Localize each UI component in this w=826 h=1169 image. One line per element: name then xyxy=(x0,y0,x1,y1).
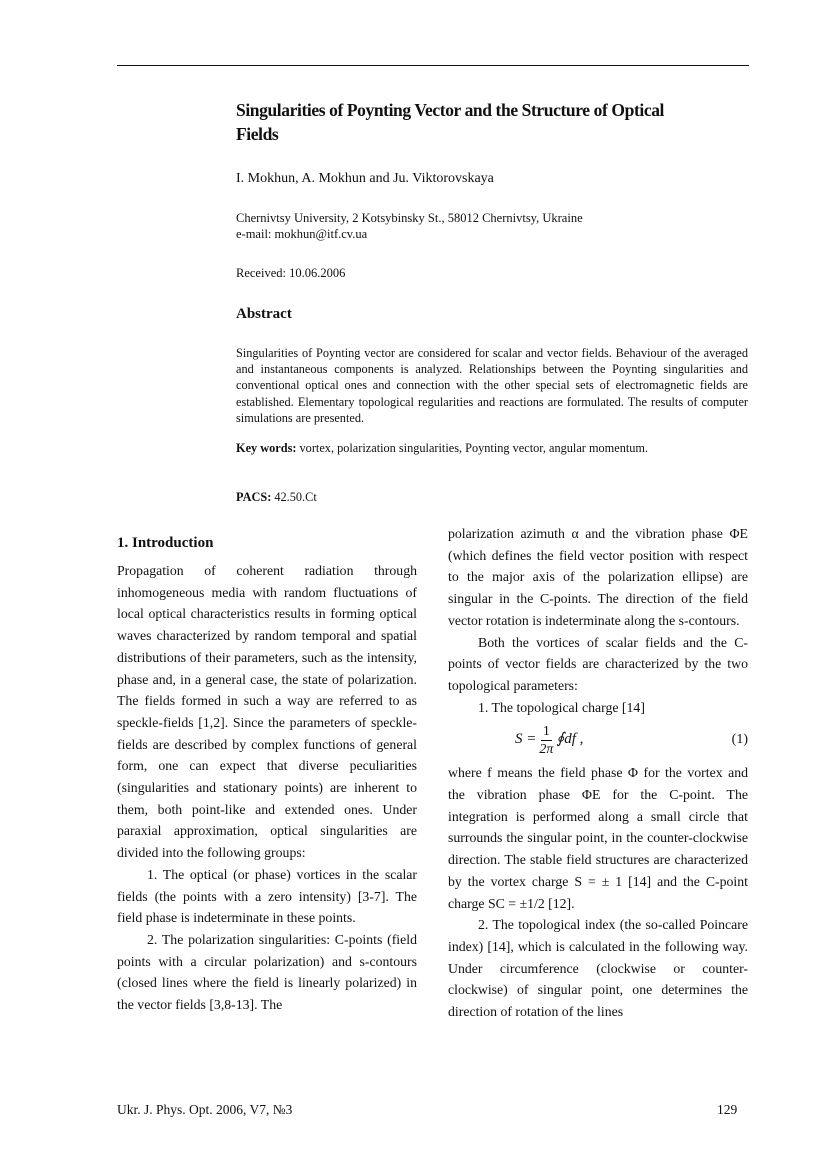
received-date: Received: 10.06.2006 xyxy=(236,266,346,280)
page-number: 129 xyxy=(717,1102,738,1117)
paragraph: 2. The topological index (the so-called Poincare index) [14], which is calculated in the following way. Under circumference (clockwise or counter-clockwise) of singular point, one determines the direction of rotation of the lines xyxy=(448,917,748,1020)
right-column xyxy=(448,523,748,1023)
left-column xyxy=(117,560,417,1016)
equation-rhs: ∮df , xyxy=(556,731,584,748)
affiliation-block xyxy=(236,210,583,242)
authors: I. Mokhun, A. Mokhun and Ju. Viktorovskaya xyxy=(236,171,494,186)
equation-number: (1) xyxy=(731,732,748,748)
abstract-text: Singularities of Poynting vector are considered for scalar and vector fields. Behaviour of the averaged and instantaneous components is analyzed. Relationships between the Poynting singularities and conventional optical ones and connection with the other special sets of electromagnetic fields are established. Elementary topological regularities and reactions are formulated. The results of computer simulations are presented. xyxy=(236,346,748,425)
equation-1 xyxy=(448,718,748,762)
journal-citation: Ukr. J. Phys. Opt. 2006, V7, №3 xyxy=(117,1102,293,1117)
pacs xyxy=(236,490,317,505)
keywords-value: vortex, polarization singularities, Poynting vector, angular momentum. xyxy=(296,441,649,455)
paper-title: Singularities of Poynting Vector and the Structure of Optical Fields xyxy=(236,100,665,144)
paragraph: 1. The optical (or phase) vortices in the scalar fields (the points with a zero intensity) [3-7]. The field phase is indeterminate in these points. xyxy=(117,866,417,926)
keywords-label: Key words: xyxy=(236,441,297,455)
section-heading-introduction: 1. Introduction xyxy=(117,535,214,551)
email: e-mail: mokhun@itf.cv.ua xyxy=(236,227,368,241)
paragraph: 1. The topological charge [14] xyxy=(478,699,645,715)
fraction-denominator: 2π xyxy=(539,741,554,757)
affiliation: Chernivtsy University, 2 Kotsybinsky St., 58012 Chernivtsy, Ukraine xyxy=(236,211,583,225)
paragraph: polarization azimuth α and the vibration phase ΦE (which defines the field vector position with respect to the major axis of the polarization ellipse) are singular in the C-points. The direction of the field vector rotation is indeterminate along the s-contours. xyxy=(448,526,748,628)
pacs-value: 42.50.Ct xyxy=(271,490,317,504)
paragraph: Both the vortices of scalar fields and the C-points of vector fields are characterized by the two topological parameters: xyxy=(448,634,748,693)
abstract-heading: Abstract xyxy=(236,306,292,322)
paragraph: Propagation of coherent radiation through inhomogeneous media with random fluctuations of local optical characteristics results in forming optical waves characterized by random temporal and spatial distributions of their parameters, such as the intensity, phase and, in a general case, the state of polarization. The fields formed in such a way are referred to as speckle-fields [1,2]. Since the parameters of speckle-fields are described by complex functions of general form, one can expect that diverse peculiarities (singularities and stationary points) are inherent to them, both point-like and extended ones. Under paraxial approximation, optical singularities are divided into the following groups: xyxy=(117,563,417,861)
pacs-label: PACS: xyxy=(236,490,272,504)
paragraph: 2. The polarization singularities: C-points (field points with a circular polarization) and s-contours (closed lines where the field is linearly polarized) in the vector fields [3,8-13]. The xyxy=(117,931,417,1013)
equation-fraction xyxy=(539,723,553,758)
equation-body xyxy=(515,723,583,758)
fraction-numerator: 1 xyxy=(542,723,550,739)
equation-lhs: S = xyxy=(515,731,537,748)
top-rule xyxy=(117,65,749,66)
paragraph: where f means the field phase Φ for the vortex and the vibration phase ΦE for the C-point. The integration is performed along a small circle that surrounds the singular point, in the counter-clockwise direction. The stable field structures are characterized by the vortex charge S = ± 1 [14] and the C-point charge SC = ±1/2 [12]. xyxy=(448,765,748,911)
keywords xyxy=(236,441,748,456)
